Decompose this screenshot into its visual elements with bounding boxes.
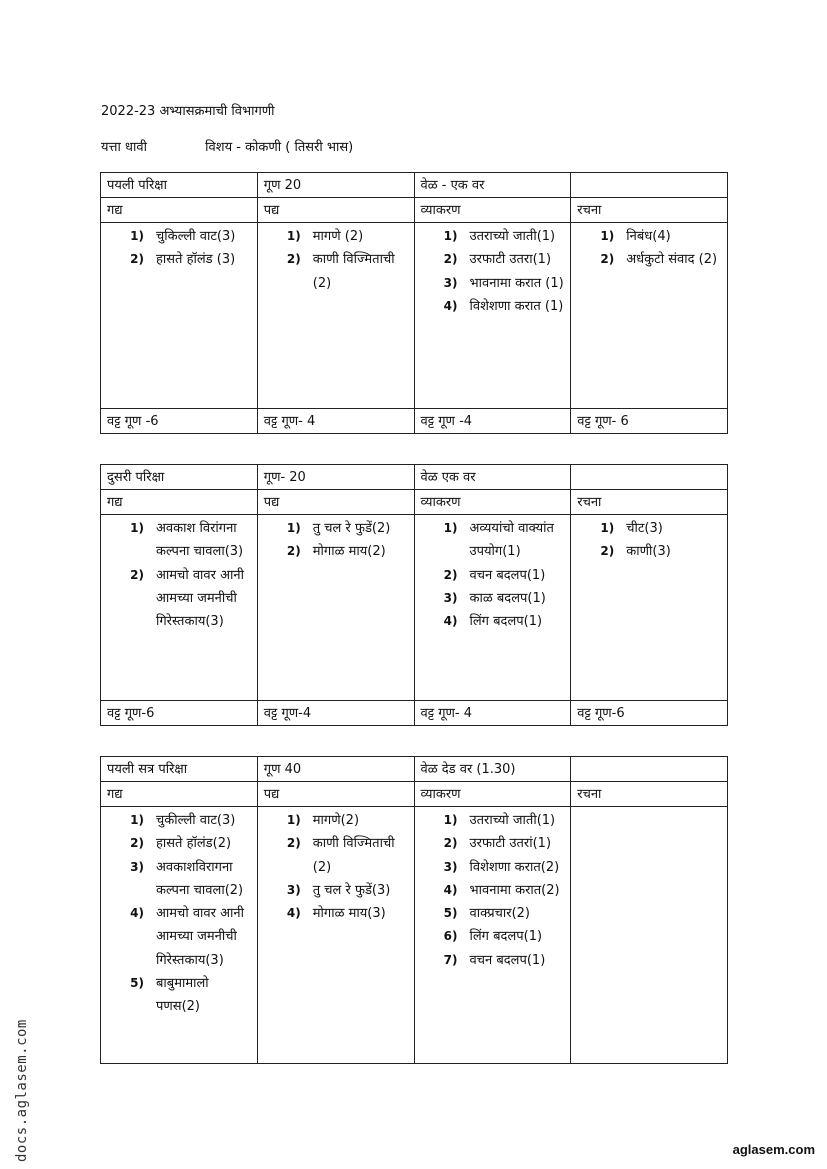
item-text: उतराच्यो जाती(1)	[469, 229, 556, 244]
duration: वेळ - एक वर	[414, 173, 571, 198]
item-number: 6)	[443, 929, 458, 944]
syllabus-table-3	[100, 756, 728, 1064]
prose-items	[101, 807, 258, 1064]
section-prose: गद्य	[101, 198, 258, 223]
item-text: तु चल रे फुडें(2)	[312, 521, 391, 536]
grammar-items	[414, 223, 571, 409]
section-poetry: पद्य	[257, 490, 414, 515]
item-number: 1)	[443, 521, 458, 535]
item-number: 2)	[286, 836, 301, 851]
section-composition: रचना	[571, 198, 728, 223]
section-prose: गद्य	[101, 490, 258, 515]
list-item	[258, 879, 410, 902]
item-text: काणी विज्मिताची (2)	[312, 836, 395, 875]
total-marks: वट्ट गूण- 4	[414, 701, 571, 726]
item-number: 1)	[130, 229, 144, 243]
list-item	[258, 248, 410, 295]
item-number: 5)	[443, 906, 458, 921]
item-text: काणी(3)	[626, 544, 671, 560]
list-item	[258, 832, 410, 879]
composition-items	[571, 807, 728, 1064]
content-row	[101, 807, 728, 1064]
item-text: अवकाश विरांगना कल्पना चावला(3)	[156, 521, 244, 560]
table-header-row	[101, 173, 728, 198]
item-number: 4)	[130, 906, 144, 921]
item-text: मोगाळ माय(2)	[312, 544, 386, 560]
section-row	[101, 490, 728, 515]
item-number: 2)	[443, 252, 458, 267]
marks: गूण 20	[257, 173, 414, 198]
section-grammar: व्याकरण	[414, 490, 571, 515]
grammar-items	[414, 807, 571, 1064]
list-item	[415, 564, 567, 587]
table-header-row	[101, 465, 728, 490]
item-number: 3)	[443, 590, 458, 605]
list-item	[415, 949, 567, 972]
marks: गूण- 20	[257, 465, 414, 490]
list-item	[101, 564, 253, 634]
item-text: बाबुमामालो पणस(2)	[156, 976, 209, 1015]
list-item	[415, 272, 567, 295]
list-item	[571, 248, 723, 271]
item-text: लिंग बदलप(1)	[469, 929, 543, 945]
list-item	[415, 517, 567, 564]
list-item	[258, 809, 410, 832]
list-item	[571, 540, 723, 563]
list-item	[101, 225, 253, 248]
item-text: अर्धकुटो संवाद (2)	[626, 252, 718, 268]
list-item	[415, 587, 567, 610]
list-item	[101, 248, 253, 271]
item-number: 1)	[286, 229, 301, 243]
item-number: 1)	[443, 229, 458, 243]
item-text: विशेशणा करात(2)	[469, 859, 560, 875]
exam-name: पयली सत्र परिक्षा	[101, 757, 258, 782]
item-number: 2)	[443, 567, 458, 582]
content-row	[101, 223, 728, 409]
total-marks-row	[101, 701, 728, 726]
watermark-text: docs.aglasem.com	[14, 1019, 30, 1162]
header-blank	[571, 757, 728, 782]
list-item	[415, 809, 567, 832]
item-number: 1)	[600, 521, 615, 535]
item-number: 1)	[286, 813, 301, 827]
item-number: 1)	[443, 813, 458, 827]
item-text: हासते हॉलंड(2)	[156, 836, 232, 852]
item-text: उरफाटी उतरा(1)	[469, 252, 552, 268]
item-number: 2)	[130, 252, 144, 267]
item-text: अव्ययांचो वाक्यांत उपयोग(1)	[469, 521, 554, 560]
prose-items	[101, 515, 258, 701]
item-number: 1)	[130, 813, 144, 827]
list-item	[258, 517, 410, 540]
item-number: 2)	[600, 252, 615, 267]
item-number: 3)	[443, 859, 458, 874]
item-number: 2)	[130, 836, 144, 851]
section-grammar: व्याकरण	[414, 782, 571, 807]
list-item	[258, 225, 410, 248]
item-number: 7)	[443, 952, 458, 967]
item-text: मागणे(2)	[312, 813, 360, 828]
total-marks: वट्ट गूण-4	[257, 701, 414, 726]
item-text: मागणे (2)	[312, 229, 364, 244]
item-number: 1)	[600, 229, 615, 243]
poetry-items	[257, 515, 414, 701]
list-item	[415, 856, 567, 879]
item-text: निबंध(4)	[626, 229, 671, 244]
section-composition: रचना	[571, 490, 728, 515]
header-blank	[571, 465, 728, 490]
section-row	[101, 198, 728, 223]
list-item	[415, 295, 567, 318]
item-number: 3)	[286, 882, 301, 897]
item-number: 3)	[443, 275, 458, 290]
list-item	[415, 610, 567, 633]
item-text: लिंग बदलप(1)	[469, 614, 543, 630]
item-text: भावनामा करात(2)	[469, 882, 560, 898]
composition-items	[571, 515, 728, 701]
exam-name: दुसरी परिक्षा	[101, 465, 258, 490]
list-item	[101, 856, 253, 903]
total-marks: वट्ट गूण -6	[101, 409, 258, 434]
content-row	[101, 515, 728, 701]
list-item	[101, 832, 253, 855]
table-header-row	[101, 757, 728, 782]
total-marks: वट्ट गूण -4	[414, 409, 571, 434]
item-number: 4)	[443, 882, 458, 897]
item-text: अवकाशविरागना कल्पना चावला(2)	[156, 859, 244, 898]
list-item	[415, 925, 567, 948]
poetry-items	[257, 223, 414, 409]
item-text: हासते हॉलंड (3)	[156, 252, 236, 268]
list-item	[258, 902, 410, 925]
class-label: यत्ता धावी	[101, 140, 147, 155]
item-number: 5)	[130, 976, 144, 991]
list-item	[415, 902, 567, 925]
item-text: तु चल रे फुडें(3)	[312, 882, 391, 898]
item-number: 1)	[286, 521, 301, 535]
list-item	[101, 902, 253, 972]
item-text: वचन बदलप(1)	[469, 567, 546, 583]
item-text: उरफाटी उतरां(1)	[469, 836, 552, 852]
section-poetry: पद्य	[257, 782, 414, 807]
item-text: चीट(3)	[626, 521, 663, 536]
list-item	[415, 832, 567, 855]
list-item	[101, 972, 253, 1019]
section-prose: गद्य	[101, 782, 258, 807]
total-marks: वट्ट गूण-6	[571, 701, 728, 726]
item-text: विशेशणा करात (1)	[469, 298, 564, 314]
list-item	[101, 517, 253, 564]
item-number: 4)	[443, 298, 458, 313]
duration: वेळ देड वर (1.30)	[414, 757, 571, 782]
subject-label: विशय - कोकणी ( तिसरी भास)	[205, 140, 354, 155]
section-grammar: व्याकरण	[414, 198, 571, 223]
class-subject-line	[101, 140, 353, 156]
item-text: काळ बदलप(1)	[469, 590, 546, 606]
header-blank	[571, 173, 728, 198]
list-item	[571, 517, 723, 540]
item-text: वाक्प्रचार(2)	[469, 906, 530, 922]
list-item	[415, 248, 567, 271]
document-title: 2022-23 अभ्यासक्रमाची विभागणी	[101, 104, 275, 119]
item-number: 3)	[130, 859, 144, 874]
syllabus-table-1	[100, 172, 728, 434]
item-text: चुकील्ली वाट(3)	[156, 813, 236, 828]
item-number: 2)	[286, 544, 301, 559]
section-poetry: पद्य	[257, 198, 414, 223]
item-text: भावनामा करात (1)	[469, 275, 564, 291]
section-composition: रचना	[571, 782, 728, 807]
item-number: 2)	[600, 544, 615, 559]
composition-items	[571, 223, 728, 409]
marks: गूण 40	[257, 757, 414, 782]
item-text: आमचो वावर आनी आमच्या जमनीची गिरेस्तकाय(3)	[156, 906, 244, 968]
total-marks-row	[101, 409, 728, 434]
list-item	[101, 809, 253, 832]
poetry-items	[257, 807, 414, 1064]
item-number: 4)	[443, 614, 458, 629]
item-text: चुकिल्ली वाट(3)	[156, 229, 236, 244]
grammar-items	[414, 515, 571, 701]
item-text: काणी विज्मिताची (2)	[312, 252, 395, 291]
item-number: 1)	[130, 521, 144, 535]
item-number: 2)	[286, 252, 301, 267]
item-text: मोगाळ माय(3)	[312, 906, 386, 922]
item-number: 2)	[130, 567, 144, 582]
list-item	[571, 225, 723, 248]
item-text: आमचो वावर आनी आमच्या जमनीची गिरेस्तकाय(3)	[156, 567, 244, 630]
list-item	[258, 540, 410, 563]
watermark	[0, 0, 30, 1169]
list-item	[415, 225, 567, 248]
item-number: 4)	[286, 906, 301, 921]
total-marks: वट्ट गूण-6	[101, 701, 258, 726]
total-marks: वट्ट गूण- 6	[571, 409, 728, 434]
list-item	[415, 879, 567, 902]
total-marks: वट्ट गूण- 4	[257, 409, 414, 434]
item-text: वचन बदलप(1)	[469, 952, 546, 968]
item-text: उतराच्यो जाती(1)	[469, 813, 556, 828]
exam-name: पयली परिक्षा	[101, 173, 258, 198]
syllabus-table-2	[100, 464, 728, 726]
item-number: 2)	[443, 836, 458, 851]
section-row	[101, 782, 728, 807]
prose-items	[101, 223, 258, 409]
duration: वेळ एक वर	[414, 465, 571, 490]
brand-link[interactable]: aglasem.com	[732, 1142, 815, 1157]
